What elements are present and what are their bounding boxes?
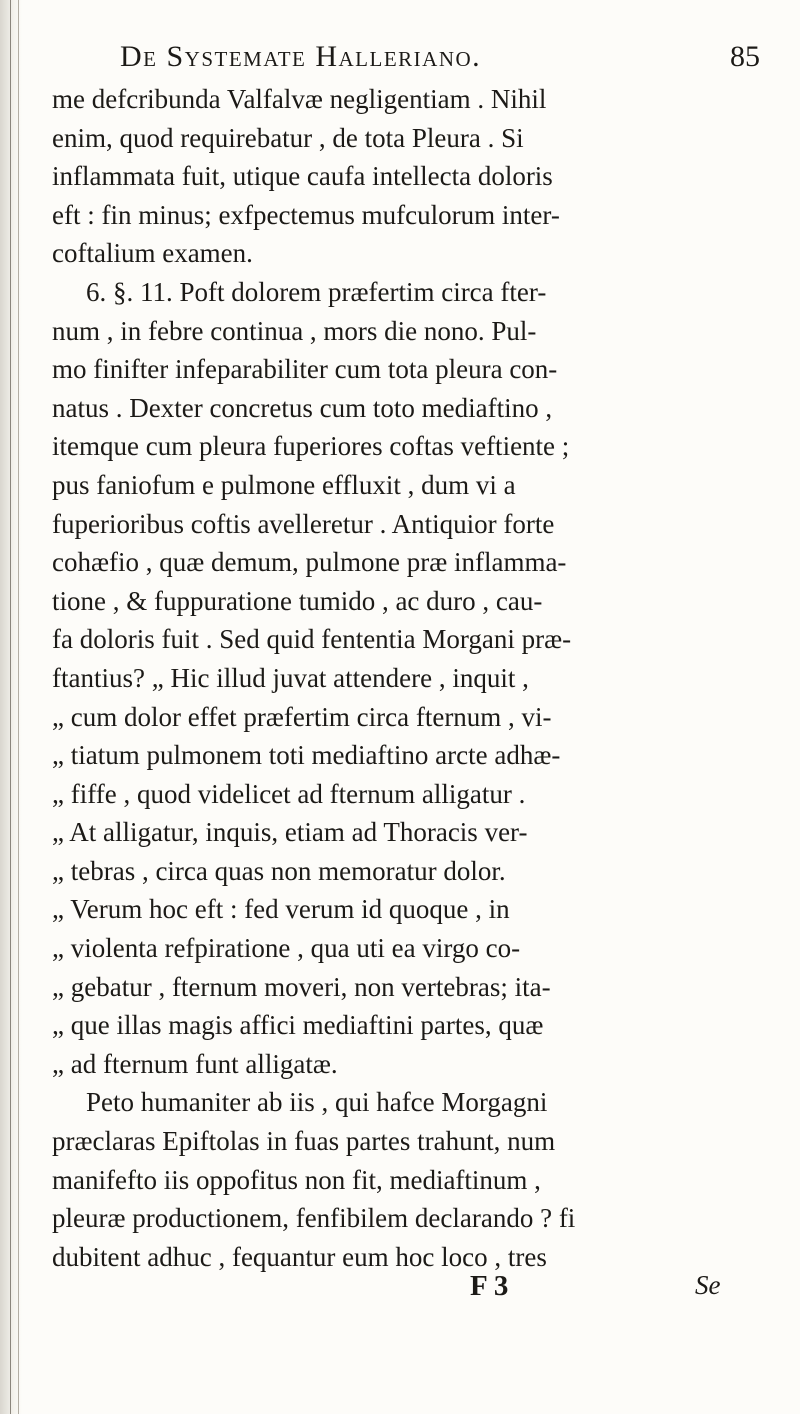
page-number: 85 [730,40,760,73]
text-line: mo finifter infeparabiliter cum tota pleura con- [52,354,558,385]
binding-line [18,0,19,1414]
text-line: num , in febre continua , mors die nono. Pul- [52,315,537,346]
text-line: dubitent adhuc , fequantur eum hoc loco , tres [52,1241,547,1272]
page-header [110,38,760,82]
body-text [52,80,772,1276]
text-line: tione , & fuppuratione tumido , ac duro , cau- [52,585,543,616]
text-line: manifefto iis oppofitus non fit, mediaftinum , [52,1164,541,1195]
text-line: cohæfio , quæ demum, pulmone præ inflamma- [52,547,567,578]
signature-mark: F 3 [470,1270,509,1302]
text-line: „ que illas magis affici mediaftini partes, quæ [52,1010,544,1041]
text-line: „ violenta refpiratione , qua uti ea virgo co- [52,933,521,964]
text-line: natus . Dexter concretus cum toto mediaftino , [52,392,553,423]
text-line: fa doloris fuit . Sed quid fententia Morgani præ- [52,624,572,655]
text-line: „ ad fternum funt alligatæ. [52,1048,338,1079]
catchword: Se [695,1270,721,1300]
running-head: De Systemate Halleriano. [120,40,482,73]
text-line: enim, quod requirebatur , de tota Pleura . Si [52,122,524,153]
text-line: ftantius? „ Hic illud juvat attendere , inquit , [52,662,529,693]
text-line: pleuræ productionem, fenfibilem declarando ? fi [52,1203,576,1234]
text-line: itemque cum pleura fuperiores coftas veftiente ; [52,431,570,462]
text-line: „ cum dolor effet præfertim circa fternum , vi- [52,701,552,732]
text-line: inflammata fuit, utique caufa intellecta doloris [52,161,553,192]
text-line: „ tebras , circa quas non memoratur dolor. [52,855,506,886]
text-line: coftalium examen. [52,238,253,269]
text-line: me defcribunda Valfalvæ negligentiam . Nihil [52,84,547,114]
text-line: eft : fin minus; exfpectemus mufculorum inter- [52,199,560,230]
text-line: pus faniofum e pulmone effluxit , dum vi a [52,469,516,500]
text-line: „ At alligatur, inquis, etiam ad Thoracis ver- [52,817,528,848]
text-line: fuperioribus coftis avelleretur . Antiquior forte [52,508,555,539]
text-line: Peto humaniter ab iis , qui hafce Morgagni [86,1087,548,1118]
text-line: „ fiffe , quod videlicet ad fternum alligatur . [52,778,526,809]
text-line: 6. §. 11. Poft dolorem præfertim circa fter- [86,276,547,307]
text-line: „ Verum hoc eft : fed verum id quoque , in [52,894,510,925]
text-line: præclaras Epiftolas in fuas partes trahunt, num [52,1126,556,1157]
binding-line [10,0,11,1414]
text-line: „ gebatur , fternum moveri, non vertebras; ita- [52,971,551,1002]
text-line: „ tiatum pulmonem toti mediaftino arcte adhæ- [52,740,561,771]
